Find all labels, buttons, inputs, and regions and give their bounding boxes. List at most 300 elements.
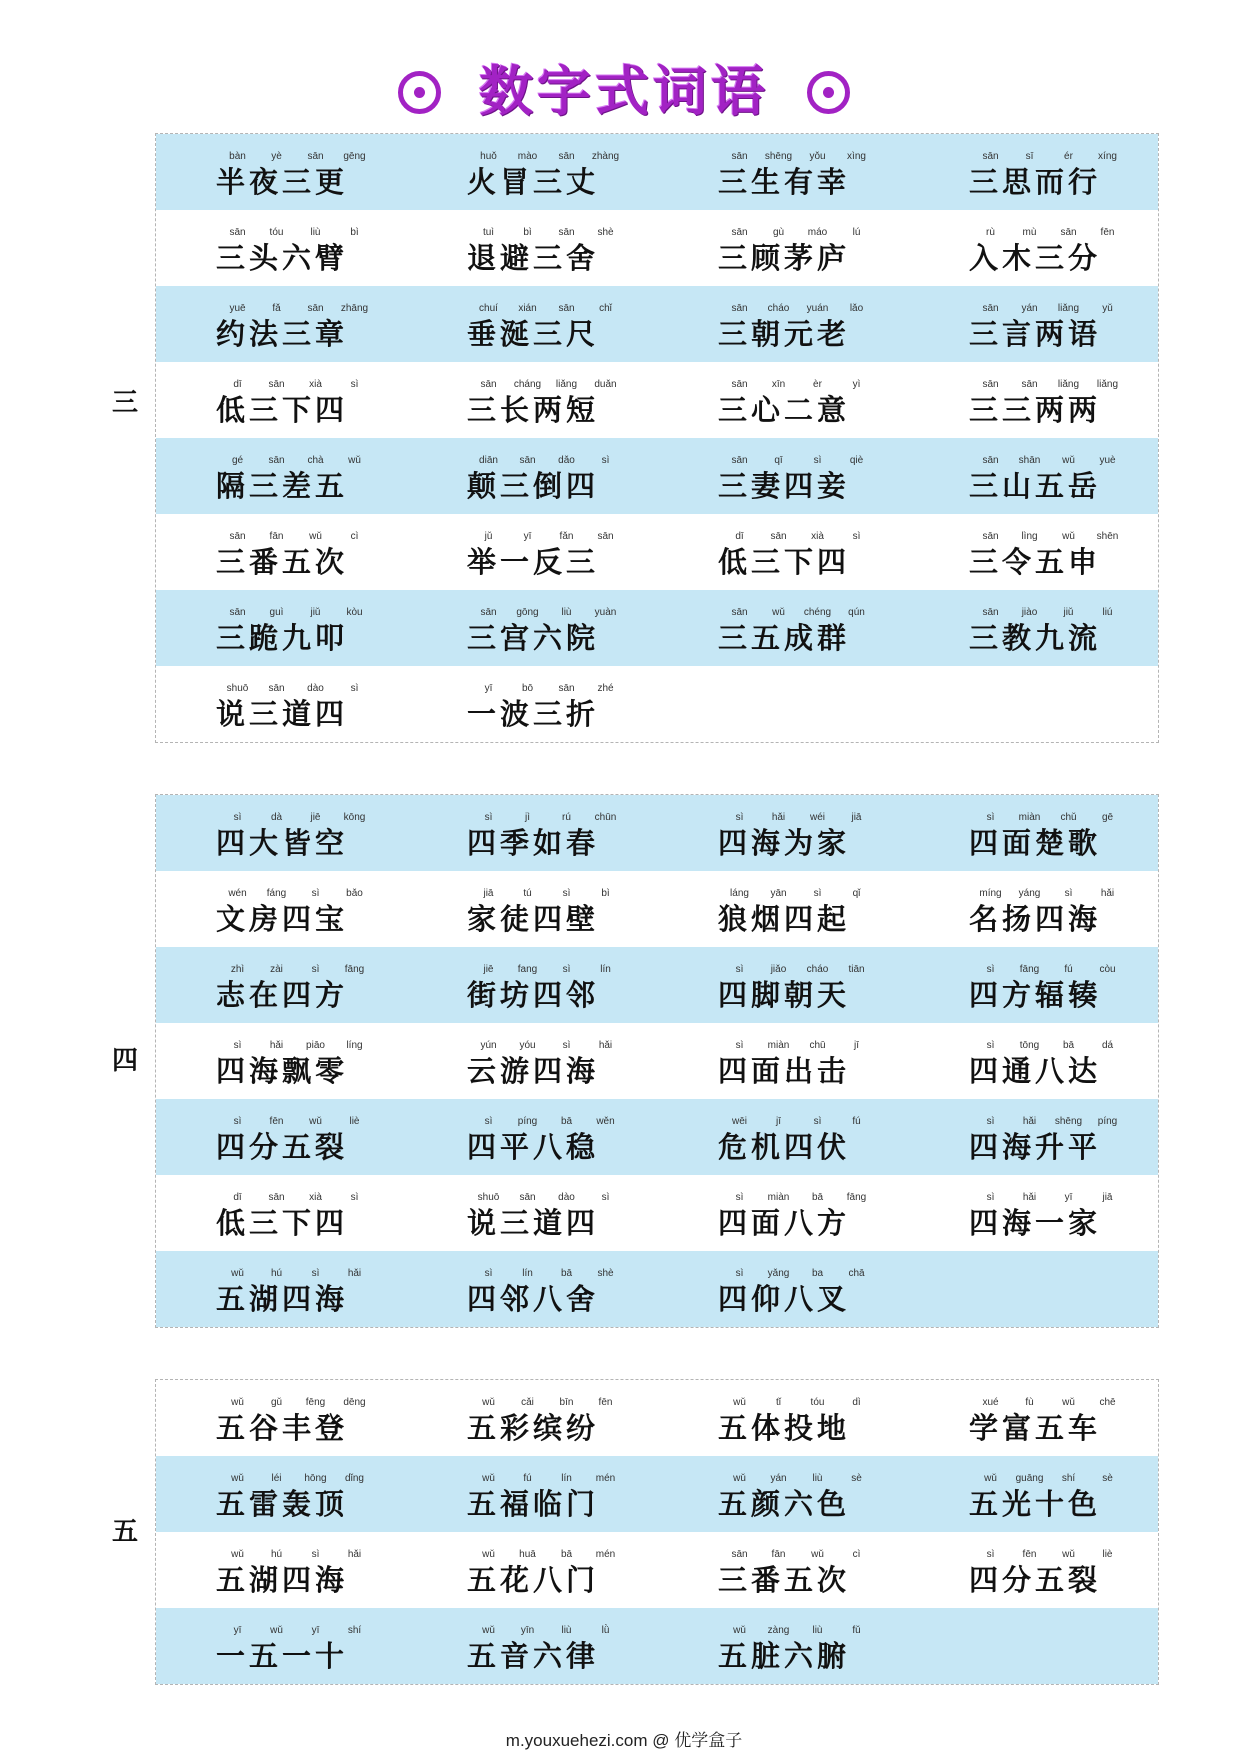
idiom-cell: [718, 134, 969, 210]
idiom-text: 四面楚歌: [969, 826, 1102, 860]
footer-credit: m.youxuehezi.com @ 优学盒子: [505, 1731, 743, 1750]
pinyin-syllable: cì: [852, 1549, 861, 1560]
pinyin-syllable: sān: [982, 607, 999, 618]
pinyin-row: [218, 1549, 467, 1561]
pinyin-syllable: sì: [484, 812, 493, 823]
pinyin-syllable: bì: [523, 227, 532, 238]
idiom-cell: [467, 1175, 718, 1251]
pinyin-syllable: liù: [812, 1473, 823, 1484]
pinyin-syllable: wǔ: [1062, 455, 1075, 466]
idiom-cell: [216, 1532, 467, 1608]
pinyin-syllable: jì: [525, 812, 530, 823]
idiom-text: 五彩缤纷: [467, 1411, 600, 1445]
pinyin-syllable: wéi: [809, 812, 825, 823]
pinyin-syllable: bàn: [229, 151, 246, 162]
idiom-text: 五脏六腑: [718, 1639, 851, 1673]
idiom-text: 隔三差五: [216, 469, 349, 503]
idiom-text: 五花八门: [467, 1563, 600, 1597]
pinyin-syllable: tóu: [269, 227, 284, 238]
pinyin-syllable: jiǔ: [310, 607, 321, 618]
pinyin-syllable: cì: [350, 531, 359, 542]
idiom-cell: [216, 286, 467, 362]
pinyin-syllable: dào: [558, 1192, 575, 1203]
pinyin-row: [469, 1397, 718, 1409]
idiom-text: 三心二意: [718, 393, 851, 427]
section-label: 五: [111, 1517, 138, 1547]
pinyin-row: [720, 1625, 969, 1637]
pinyin-syllable: hōng: [304, 1473, 327, 1484]
pinyin-syllable: liǎng: [1057, 303, 1080, 314]
idiom-table: [156, 1380, 1158, 1684]
pinyin-syllable: sān: [229, 227, 246, 238]
idiom-cell: [216, 1608, 467, 1684]
idiom-cell: [467, 1380, 718, 1456]
table-row: [156, 947, 1158, 1023]
idiom-text: 三妻四妾: [718, 469, 851, 503]
table-row: [156, 1532, 1158, 1608]
pinyin-syllable: chà: [307, 455, 324, 466]
idiom-cell: [969, 590, 1158, 666]
idiom-cell: [969, 438, 1158, 514]
table-row: [156, 1023, 1158, 1099]
pinyin-syllable: sān: [982, 531, 999, 542]
pinyin-row: [218, 1268, 467, 1280]
pinyin-syllable: sì: [233, 1116, 242, 1127]
pinyin-syllable: wǔ: [482, 1625, 495, 1636]
pinyin-syllable: jiā: [483, 888, 494, 899]
pinyin-syllable: píng: [517, 1116, 538, 1127]
pinyin-syllable: còu: [1099, 964, 1116, 975]
pinyin-syllable: jī: [776, 1116, 781, 1127]
idiom-table: [156, 795, 1158, 1327]
pinyin-row: [971, 303, 1158, 315]
pinyin-syllable: bā: [1062, 1040, 1075, 1051]
pinyin-syllable: sì: [233, 812, 242, 823]
pinyin-row: [469, 1268, 718, 1280]
idiom-text: 低三下四: [718, 545, 851, 579]
pinyin-syllable: fān: [269, 531, 284, 542]
pinyin-row: [469, 964, 718, 976]
pinyin-syllable: sān: [731, 607, 748, 618]
idiom-text: 五体投地: [718, 1411, 851, 1445]
pinyin-syllable: sān: [519, 1192, 536, 1203]
pinyin-row: [218, 151, 467, 163]
pinyin-syllable: liè: [349, 1116, 360, 1127]
pinyin-syllable: wǔ: [811, 1549, 824, 1560]
pinyin-syllable: sì: [735, 1268, 744, 1279]
pinyin-row: [218, 455, 467, 467]
idiom-cell: [216, 1380, 467, 1456]
idiom-cell: [467, 871, 718, 947]
pinyin-syllable: chǐ: [599, 303, 612, 314]
pinyin-syllable: wǔ: [270, 1625, 283, 1636]
pinyin-syllable: guāng: [1015, 1473, 1044, 1484]
table-row: [156, 1251, 1158, 1327]
pinyin-row: [218, 964, 467, 976]
pinyin-row: [971, 964, 1158, 976]
pinyin-syllable: sì: [735, 1040, 744, 1051]
pinyin-syllable: hǎi: [269, 1040, 284, 1051]
pinyin-syllable: cháo: [806, 964, 829, 975]
pinyin-row: [720, 227, 969, 239]
pinyin-syllable: wǔ: [733, 1625, 746, 1636]
idiom-text: 约法三章: [216, 317, 349, 351]
pinyin-syllable: yīn: [520, 1625, 535, 1636]
idiom-text: 颠三倒四: [467, 469, 600, 503]
pinyin-syllable: sì: [562, 1040, 571, 1051]
pinyin-syllable: shuō: [226, 683, 249, 694]
pinyin-syllable: shuō: [477, 1192, 500, 1203]
pinyin-syllable: sè: [1102, 1473, 1113, 1484]
pinyin-row: [971, 607, 1158, 619]
pinyin-syllable: xíng: [1098, 151, 1117, 162]
idiom-text: 说三道四: [216, 697, 349, 731]
idiom-text: 四分五裂: [216, 1130, 349, 1164]
pinyin-syllable: fáng: [266, 888, 287, 899]
pinyin-row: [218, 1625, 467, 1637]
idiom-text: 三教九流: [969, 621, 1102, 655]
pinyin-syllable: shí: [347, 1625, 362, 1636]
pinyin-syllable: sì: [813, 1116, 822, 1127]
pinyin-row: [469, 1192, 718, 1204]
pinyin-syllable: sì: [735, 1192, 744, 1203]
idiom-cell: [969, 514, 1158, 590]
idiom-text: 四海升平: [969, 1130, 1102, 1164]
pinyin-syllable: zài: [270, 964, 283, 975]
pinyin-row: [218, 683, 467, 695]
pinyin-syllable: sī: [1025, 151, 1034, 162]
idiom-section: [111, 133, 1159, 743]
idiom-text: 云游四海: [467, 1054, 600, 1088]
pinyin-row: [218, 1116, 467, 1128]
pinyin-syllable: sān: [229, 607, 246, 618]
pinyin-syllable: chē: [1099, 1397, 1116, 1408]
pinyin-row: [469, 1625, 718, 1637]
pinyin-syllable: xué: [982, 1397, 999, 1408]
idiom-text: 志在四方: [216, 978, 349, 1012]
table-row: [156, 871, 1158, 947]
idiom-cell: [467, 1532, 718, 1608]
idiom-text: 举一反三: [467, 545, 600, 579]
pinyin-syllable: miàn: [767, 1040, 790, 1051]
pinyin-syllable: zhì: [230, 964, 245, 975]
pinyin-syllable: sān: [558, 303, 575, 314]
pinyin-syllable: sì: [986, 1549, 995, 1560]
idiom-cell: [718, 947, 969, 1023]
pinyin-syllable: liù: [561, 607, 572, 618]
idiom-text: 三顾茅庐: [718, 241, 851, 275]
pinyin-syllable: hǎi: [1022, 1192, 1037, 1203]
idiom-text: 低三下四: [216, 1206, 349, 1240]
pinyin-syllable: guì: [269, 607, 284, 618]
idiom-cell: [467, 590, 718, 666]
pinyin-row: [218, 1473, 467, 1485]
pinyin-syllable: zàng: [767, 1625, 790, 1636]
pinyin-syllable: lú: [852, 227, 861, 238]
pinyin-row: [720, 607, 969, 619]
pinyin-syllable: dēng: [343, 1397, 366, 1408]
pinyin-syllable: tiān: [848, 964, 865, 975]
pinyin-syllable: fang: [517, 964, 538, 975]
pinyin-syllable: sì: [350, 379, 359, 390]
pinyin-syllable: bō: [521, 683, 534, 694]
pinyin-syllable: liǎng: [1096, 379, 1119, 390]
pinyin-syllable: sān: [731, 151, 748, 162]
pinyin-syllable: zhàng: [591, 151, 620, 162]
pinyin-syllable: hǎi: [771, 812, 786, 823]
idiom-cell: [467, 514, 718, 590]
idiom-section: [111, 1379, 1159, 1685]
pinyin-syllable: fēn: [269, 1116, 284, 1127]
pinyin-syllable: sān: [731, 303, 748, 314]
pinyin-syllable: yǒu: [809, 151, 826, 162]
pinyin-row: [218, 812, 467, 824]
pinyin-syllable: fǎ: [272, 303, 281, 314]
pinyin-row: [720, 379, 969, 391]
pinyin-syllable: xīn: [771, 379, 786, 390]
pinyin-syllable: tóu: [810, 1397, 825, 1408]
idiom-cell: [216, 514, 467, 590]
idiom-text: 家徒四壁: [467, 902, 600, 936]
idiom-text: 四仰八叉: [718, 1282, 851, 1316]
pinyin-syllable: fǔ: [852, 1625, 861, 1636]
pinyin-syllable: sì: [601, 455, 610, 466]
idiom-text: 四脚朝天: [718, 978, 851, 1012]
pinyin-syllable: fú: [523, 1473, 532, 1484]
pinyin-syllable: lǜ: [601, 1625, 610, 1636]
idiom-cell: [718, 1608, 969, 1684]
pinyin-row: [720, 455, 969, 467]
idiom-text: 三思而行: [969, 165, 1102, 199]
pinyin-syllable: piāo: [306, 1040, 325, 1051]
idiom-cell: [718, 286, 969, 362]
pinyin-syllable: sì: [813, 888, 822, 899]
pinyin-syllable: líng: [346, 1040, 363, 1051]
table-row: [156, 1099, 1158, 1175]
idiom-cell: [216, 666, 467, 742]
idiom-table: [156, 134, 1158, 742]
idiom-cell: [969, 1023, 1158, 1099]
pinyin-syllable: sì: [813, 455, 822, 466]
pinyin-syllable: dào: [307, 683, 324, 694]
pinyin-syllable: wǔ: [309, 531, 322, 542]
idiom-cell: [969, 210, 1158, 286]
idiom-text: 三生有幸: [718, 165, 851, 199]
pinyin-row: [971, 1116, 1158, 1128]
pinyin-syllable: jī: [854, 1040, 859, 1051]
idiom-text: 一波三折: [467, 697, 600, 731]
pinyin-syllable: sān: [268, 1192, 285, 1203]
pinyin-syllable: shān: [1018, 455, 1041, 466]
idiom-text: 四海飘零: [216, 1054, 349, 1088]
pinyin-syllable: bā: [560, 1549, 573, 1560]
idiom-text: 四季如春: [467, 826, 600, 860]
pinyin-syllable: míng: [979, 888, 1002, 899]
idiom-cell: [467, 1023, 718, 1099]
idiom-text: 四面出击: [718, 1054, 851, 1088]
pinyin-row: [720, 1549, 969, 1561]
idiom-cell: [718, 1175, 969, 1251]
pinyin-row: [720, 1397, 969, 1409]
idiom-text: 四海一家: [969, 1206, 1102, 1240]
pinyin-syllable: xià: [309, 379, 322, 390]
pinyin-syllable: cǎi: [521, 1397, 534, 1408]
idiom-cell: [969, 1099, 1158, 1175]
pinyin-syllable: chūn: [594, 812, 617, 823]
pinyin-syllable: píng: [1097, 1116, 1118, 1127]
idiom-text: 五雷轰顶: [216, 1487, 349, 1521]
pinyin-syllable: sì: [986, 964, 995, 975]
pinyin-syllable: sì: [1064, 888, 1073, 899]
pinyin-syllable: sān: [480, 379, 497, 390]
idiom-text: 一五一十: [216, 1639, 349, 1673]
idiom-text: 三三两两: [969, 393, 1102, 427]
idiom-text: 火冒三丈: [467, 165, 600, 199]
pinyin-row: [218, 1040, 467, 1052]
idiom-text: 垂涎三尺: [467, 317, 600, 351]
table-row: [156, 1456, 1158, 1532]
pinyin-syllable: sì: [601, 1192, 610, 1203]
pinyin-row: [971, 151, 1158, 163]
pinyin-row: [218, 227, 467, 239]
idiom-cell: [216, 795, 467, 871]
idiom-cell: [216, 1099, 467, 1175]
pinyin-row: [720, 1473, 969, 1485]
pinyin-syllable: sān: [731, 227, 748, 238]
idiom-cell: [216, 871, 467, 947]
pinyin-syllable: yè: [271, 151, 282, 162]
pinyin-row: [720, 888, 969, 900]
pinyin-syllable: sì: [986, 1192, 995, 1203]
pinyin-syllable: wǔ: [482, 1549, 495, 1560]
idiom-text: 四方辐辏: [969, 978, 1102, 1012]
pinyin-syllable: fēn: [598, 1397, 613, 1408]
pinyin-syllable: zhāng: [340, 303, 369, 314]
idiom-cell: [467, 947, 718, 1023]
pinyin-syllable: chuí: [479, 303, 498, 314]
pinyin-syllable: xián: [518, 303, 537, 314]
pinyin-row: [469, 303, 718, 315]
pinyin-syllable: yì: [852, 379, 861, 390]
pinyin-row: [469, 1473, 718, 1485]
pinyin-syllable: sān: [982, 379, 999, 390]
pinyin-syllable: wǔ: [733, 1473, 746, 1484]
pinyin-syllable: wǔ: [348, 455, 361, 466]
pinyin-row: [218, 1192, 467, 1204]
idiom-text: 五湖四海: [216, 1563, 349, 1597]
idiom-text: 三长两短: [467, 393, 600, 427]
pinyin-syllable: sān: [770, 531, 787, 542]
pinyin-row: [218, 888, 467, 900]
idiom-cell: [467, 666, 718, 742]
pinyin-syllable: qǐ: [852, 888, 861, 899]
pinyin-syllable: sì: [986, 1116, 995, 1127]
pinyin-syllable: yuán: [806, 303, 829, 314]
idiom-cell: [969, 362, 1158, 438]
pinyin-row: [971, 1549, 1158, 1561]
pinyin-syllable: wěn: [596, 1116, 615, 1127]
pinyin-syllable: qún: [848, 607, 865, 618]
table-row: [156, 1608, 1158, 1684]
pinyin-syllable: tǐ: [776, 1397, 781, 1408]
pinyin-syllable: sì: [233, 1040, 242, 1051]
pinyin-syllable: fāng: [1019, 964, 1040, 975]
pinyin-syllable: gēng: [343, 151, 366, 162]
idiom-cell: [467, 362, 718, 438]
idiom-cell: [718, 1099, 969, 1175]
pinyin-syllable: sān: [558, 227, 575, 238]
pinyin-syllable: wǔ: [1062, 1549, 1075, 1560]
pinyin-row: [469, 531, 718, 543]
pinyin-syllable: fān: [771, 1549, 786, 1560]
idiom-cell: [718, 795, 969, 871]
pinyin-syllable: bīn: [559, 1397, 574, 1408]
pinyin-syllable: mù: [1022, 227, 1037, 238]
pinyin-syllable: sì: [311, 888, 320, 899]
pinyin-syllable: jiào: [1021, 607, 1038, 618]
pinyin-syllable: bā: [560, 1268, 573, 1279]
section-label: 四: [111, 1046, 138, 1076]
pinyin-row: [971, 1473, 1158, 1485]
idiom-cell: [718, 1456, 969, 1532]
pinyin-syllable: dī: [233, 379, 242, 390]
pinyin-syllable: hǎi: [347, 1268, 362, 1279]
pinyin-syllable: yī: [484, 683, 493, 694]
pinyin-row: [720, 1192, 969, 1204]
pinyin-syllable: sān: [1060, 227, 1077, 238]
pinyin-syllable: yán: [770, 1473, 787, 1484]
idiom-cell: [467, 286, 718, 362]
idiom-text: 入木三分: [969, 241, 1102, 275]
pinyin-syllable: dá: [1101, 1040, 1114, 1051]
pinyin-syllable: sì: [484, 1116, 493, 1127]
pinyin-row: [469, 888, 718, 900]
pinyin-syllable: shí: [1061, 1473, 1076, 1484]
pinyin-syllable: hú: [270, 1268, 283, 1279]
pinyin-syllable: sān: [558, 151, 575, 162]
idiom-text: 半夜三更: [216, 165, 349, 199]
idiom-cell: [969, 1175, 1158, 1251]
pinyin-syllable: yī: [233, 1625, 242, 1636]
pinyin-syllable: fāng: [846, 1192, 867, 1203]
idiom-text: 三朝元老: [718, 317, 851, 351]
idiom-text: 五谷丰登: [216, 1411, 349, 1445]
pinyin-syllable: hǎi: [1022, 1116, 1037, 1127]
idiom-text: 三五成群: [718, 621, 851, 655]
pinyin-syllable: qiè: [849, 455, 864, 466]
pinyin-syllable: cháo: [767, 303, 790, 314]
pinyin-syllable: lín: [522, 1268, 533, 1279]
idiom-cell: [718, 438, 969, 514]
pinyin-syllable: bā: [560, 1116, 573, 1127]
pinyin-syllable: sì: [735, 964, 744, 975]
idiom-text: 三令五申: [969, 545, 1102, 579]
idiom-cell: [216, 1251, 467, 1327]
idiom-cell: [969, 1380, 1158, 1456]
pinyin-syllable: bì: [350, 227, 359, 238]
table-row: [156, 1380, 1158, 1456]
pinyin-syllable: sān: [268, 455, 285, 466]
pinyin-syllable: wǔ: [231, 1473, 244, 1484]
pinyin-syllable: gē: [1101, 812, 1114, 823]
pinyin-row: [720, 531, 969, 543]
idiom-cell: [718, 1251, 969, 1327]
pinyin-syllable: jiǎo: [770, 964, 787, 975]
pinyin-syllable: hǎi: [347, 1549, 362, 1560]
pinyin-syllable: dī: [233, 1192, 242, 1203]
pinyin-syllable: sān: [558, 683, 575, 694]
pinyin-syllable: wǔ: [231, 1397, 244, 1408]
